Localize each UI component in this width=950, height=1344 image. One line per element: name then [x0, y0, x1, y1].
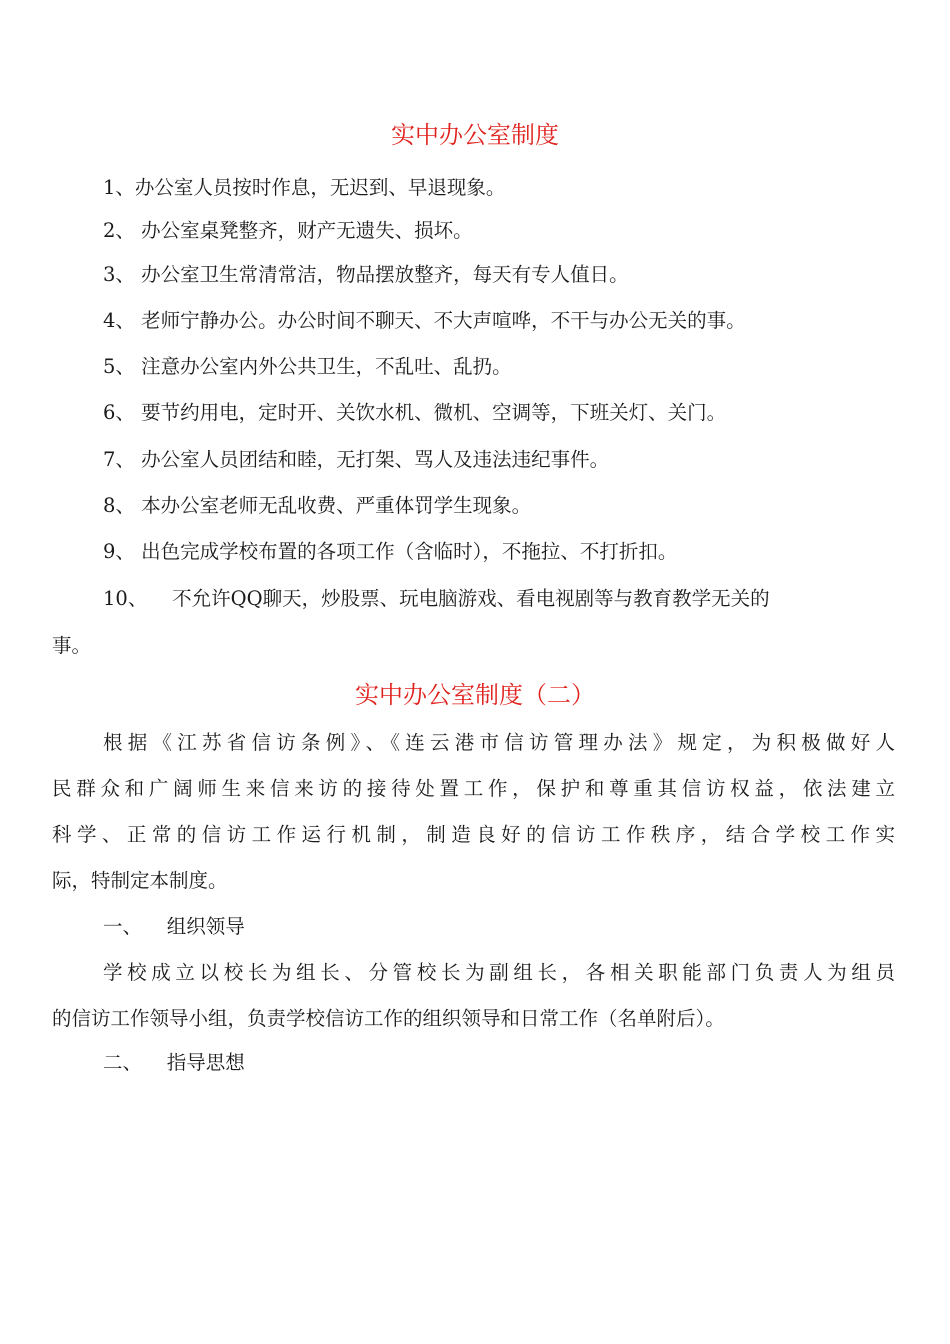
paragraph-line: 根据《江苏省信访条例》、《连云港市信访管理办法》规定，为积极做好人 — [103, 731, 895, 754]
paragraph-line: 民群众和广阔师生来信来访的接待处置工作，保护和尊重其信访权益，依法建立 — [52, 777, 895, 800]
rule-item-9: 9、 出色完成学校布置的各项工作（含临时），不拖拉、不打折扣。 — [103, 540, 678, 563]
rule-item-5: 5、 注意办公室内外公共卫生，不乱吐、乱扔。 — [103, 355, 512, 378]
paragraph-line: 学校成立以校长为组长、分管校长为副组长，各相关职能部门负责人为组员 — [103, 961, 895, 984]
paragraph-line: 的信访工作领导小组，负责学校信访工作的组织领导和日常工作（名单附后）。 — [52, 1007, 725, 1030]
rule-item-10-continued: 事。 — [52, 634, 92, 657]
section-title-2: 实中办公室制度（二） — [355, 681, 595, 709]
rule-item-4: 4、 老师宁静办公。办公时间不聊天、不大声喧哗，不干与办公无关的事。 — [103, 309, 746, 332]
rule-item-3: 3、 办公室卫生常清常洁，物品摆放整齐，每天有专人值日。 — [103, 263, 629, 286]
section-heading-2: 二、 指导思想 — [103, 1051, 245, 1074]
rule-item-10: 10、 不允许QQ聊天，炒股票、玩电脑游戏、看电视剧等与教育教学无关的 — [103, 587, 770, 610]
rule-item-6: 6、 要节约用电，定时开、关饮水机、微机、空调等，下班关灯、关门。 — [103, 401, 727, 424]
rule-item-2: 2、 办公室桌凳整齐，财产无遗失、损坏。 — [103, 219, 473, 242]
paragraph-line: 科学、正常的信访工作运行机制，制造良好的信访工作秩序，结合学校工作实 — [52, 823, 895, 846]
document-title: 实中办公室制度 — [391, 121, 559, 149]
section-heading-1: 一、 组织领导 — [103, 915, 245, 938]
paragraph-line: 际，特制定本制度。 — [52, 869, 228, 892]
rule-item-1: 1、办公室人员按时作息，无迟到、早退现象。 — [103, 176, 506, 199]
rule-item-8: 8、 本办公室老师无乱收费、严重体罚学生现象。 — [103, 494, 532, 517]
rule-item-7: 7、 办公室人员团结和睦，无打架、骂人及违法违纪事件。 — [103, 448, 610, 471]
